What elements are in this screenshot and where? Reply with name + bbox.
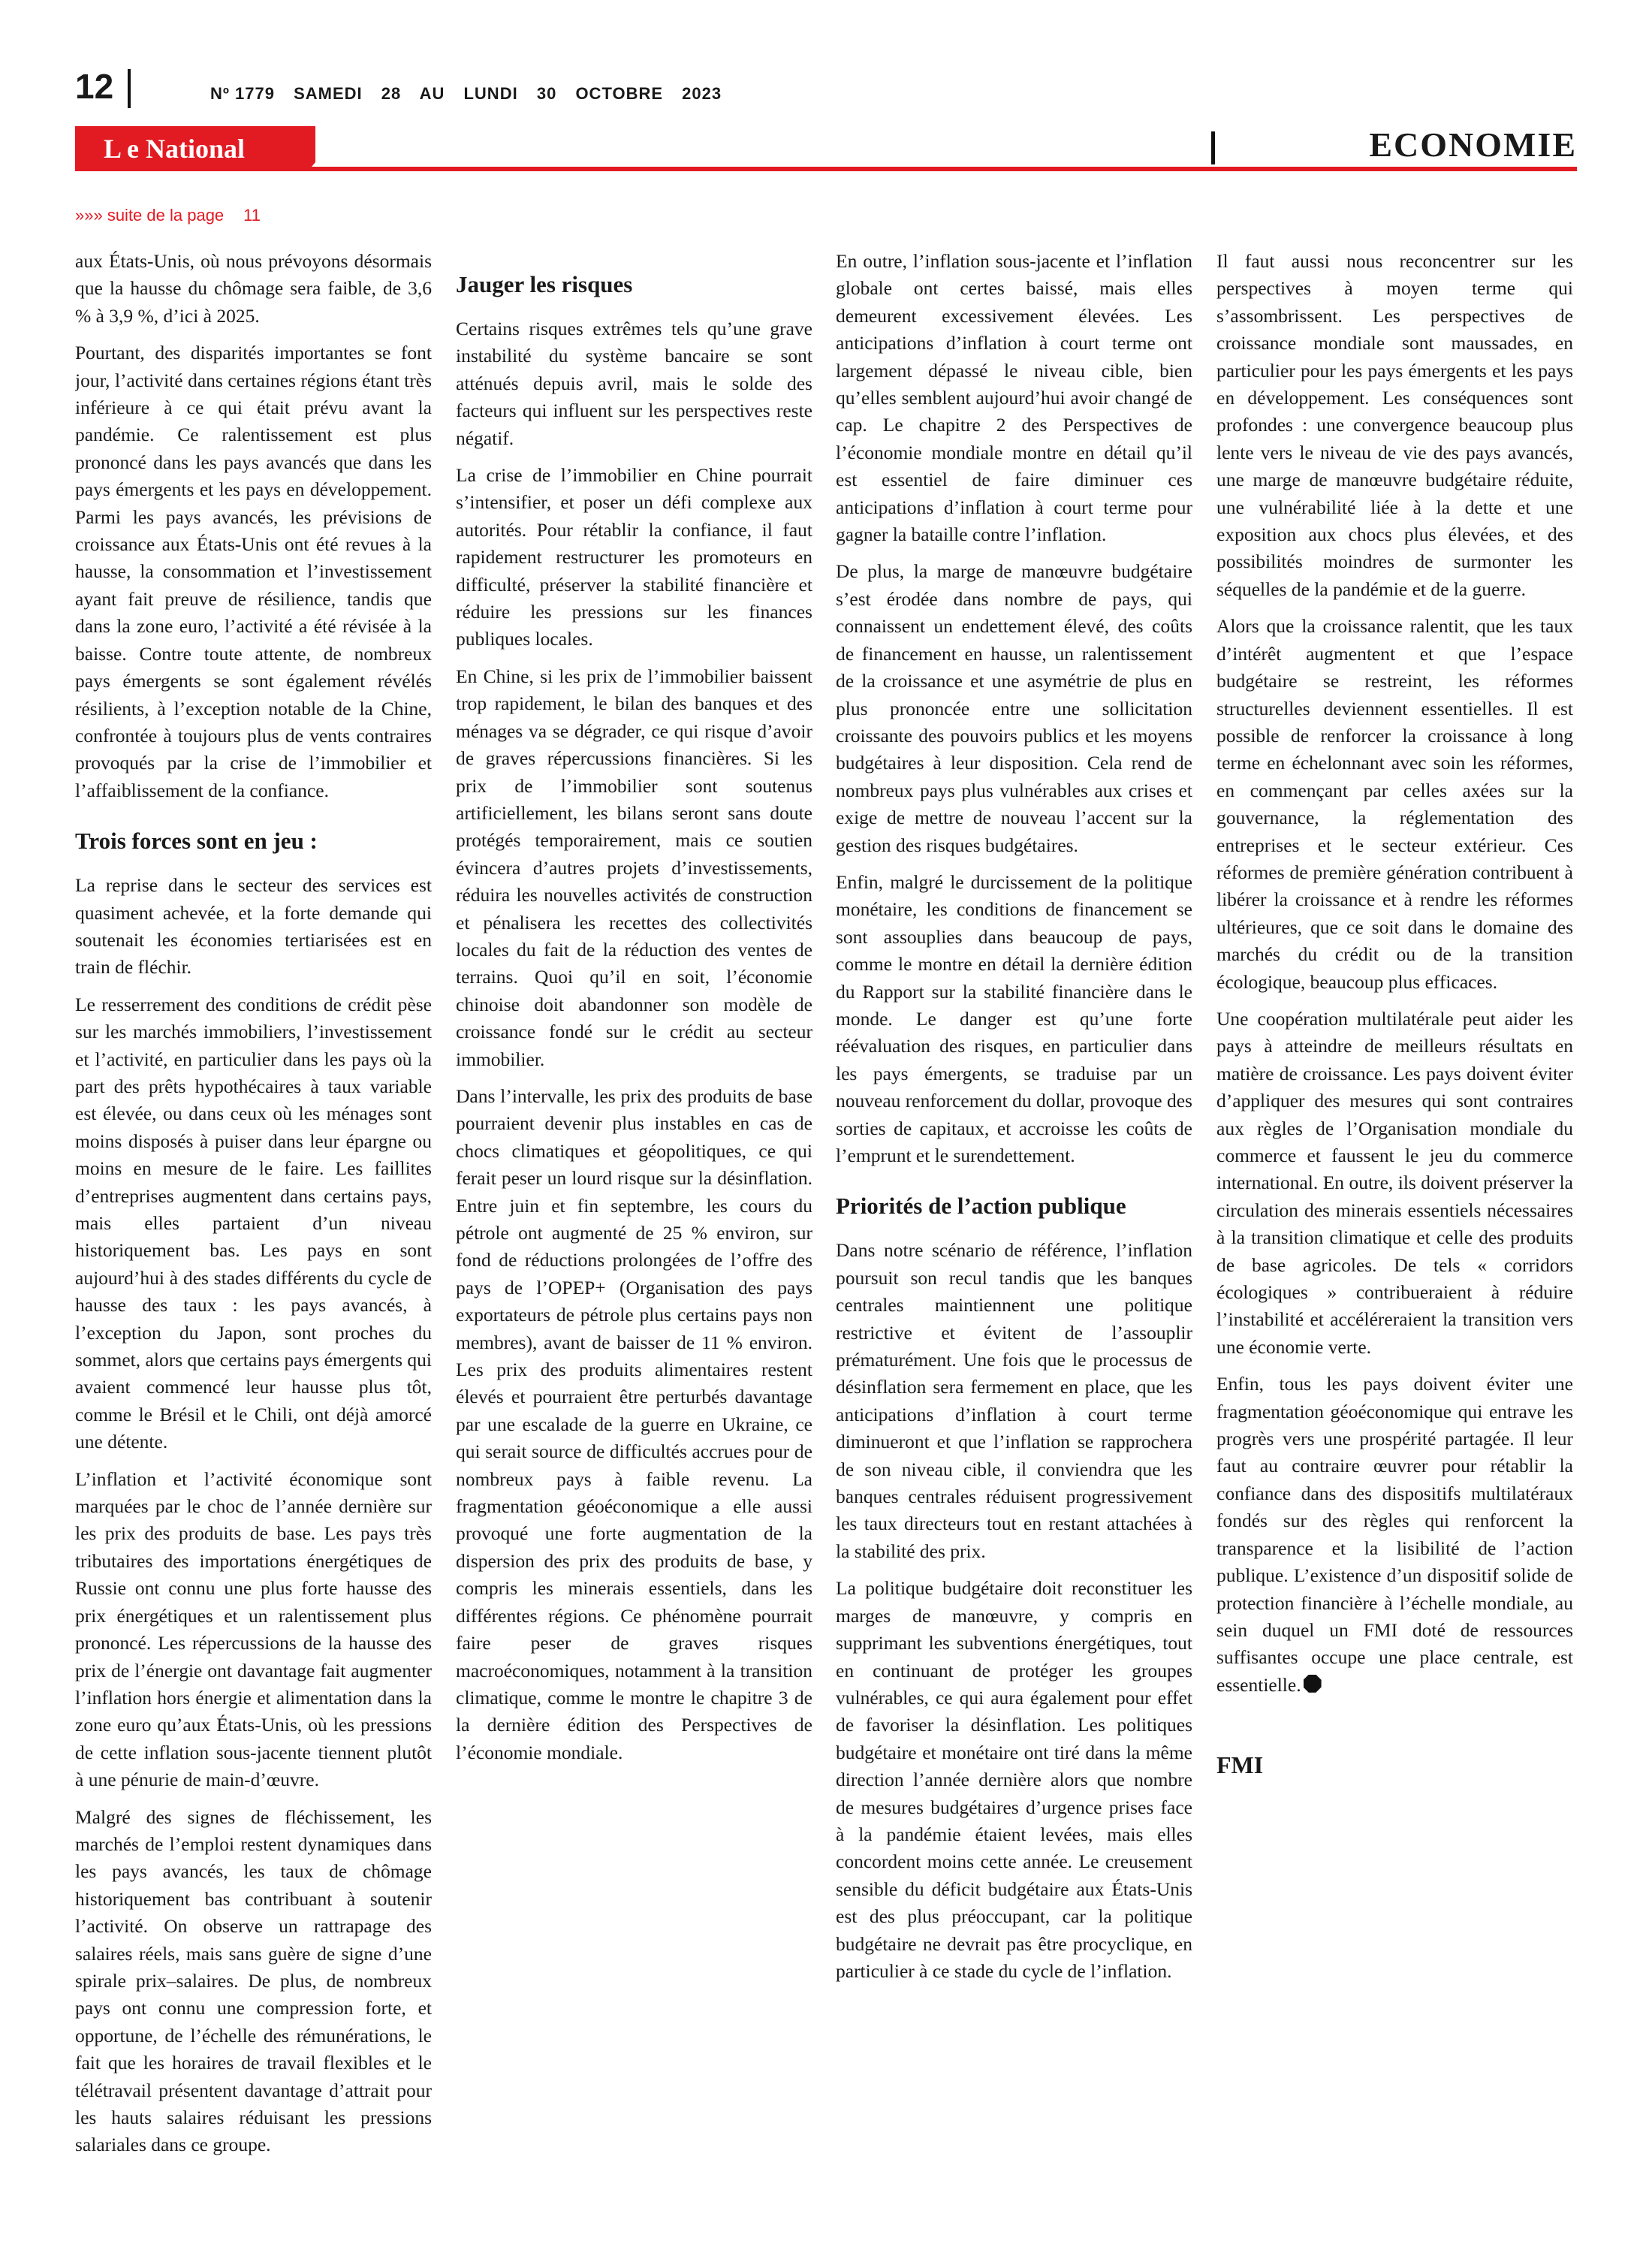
issue-month: OCTOBRE (575, 84, 664, 103)
header-rule (75, 167, 1577, 171)
issue-day-start: SAMEDI (294, 84, 363, 103)
section-title: ECONOMIE (1369, 125, 1577, 164)
final-text: Enfin, tous les pays doivent éviter une fragmentation géoéconomique qui entrave les progrès vers une prospérité partagée. Il leur faut au contraire œuvrer pour rétablir la confiance dans des dispositifs multilatéraux fondés sur des règles qui renforcent la transparence et la lisibilité de l’action publique. L’existence d’un dispositif solide de protection financière à l’échelle mondiale, au sein duquel un FMI doté de ressources suffisantes occupe une place centrale, est essentielle. (1216, 1373, 1573, 1696)
issue-day-end: LUNDI (463, 84, 518, 103)
author-signature: FMI (1216, 1751, 1264, 1779)
subheading: Jauger les risques (456, 271, 633, 297)
paragraph: Certains risques extrêmes tels qu’une grave instabilité du système bancaire se sont atténués depuis avril, mais le solde des facteurs qui influent sur les perspectives reste négatif. (456, 318, 812, 449)
paragraph: Dans l’intervalle, les prix des produits de base pourraient devenir plus instables en cas de chocs climatiques et géopolitiques, ce qui ferait peser un lourd risque sur la désinflation. Entre juin et fin septembre, les cours du pétrole ont augmenté de 25 % environ, sur fond de réductions prolongées de l’offre des pays de l’OPEP+ (Organisation des pays exportateurs de pétrole plus certains pays non membres), avant de baisser de 11 % environ. Les prix des produits alimentaires restent élevés et pourraient être perturbés davantage par une escalade de la guerre en Ukraine, ce qui serait source de difficultés accrues pour de nombreux pays à faible revenu. La fragmentation géoéconomique a elle aussi provoqué une forte augmentation de la dispersion des prix des produits de base, y compris les minerais essentiels, dans les différentes régions. Ce phénomène pourrait faire peser de graves risques macroéconomiques, notamment à la transition climatique, comme le montre le chapitre 3 de la dernière édition des Perspectives de l’économie mondiale. (456, 1084, 812, 1763)
paragraph: La crise de l’immobilier en Chine pourrait s’intensifier, et poser un défi complexe aux autorités. Pour rétablir la confiance, il faut rapidement restructurer les promoteurs en difficulté, préserver la stabilité financière et réduire les pressions sur les finances publiques locales. (456, 464, 812, 650)
paragraph: De plus, la marge de manœuvre budgétaire s’est érodée dans nombre de pays, qui connaissent un endettement élevé, des coûts de financement en hausse, un ralentissement de la croissance et une asymétrie de plus en plus prononcée entre une sollicitation croissante des pouvoirs publics et les moyens budgétaires à leur disposition. Cela rend de nombreux pays plus vulnérables aux crises et exige de mettre de nouveau l’accent sur la gestion des risques budgétaires. (836, 560, 1192, 856)
paragraph: Une coopération multilatérale peut aider les pays à atteindre de meilleurs résultats en matière de croissance. Les pays doivent éviter d’appliquer des mesures qui sont contraires aux règles de l’Organisation mondiale du commerce et faussent le jeu du commerce international. En outre, ils doivent préserver la circulation des minerais essentiels nécessaires à la transition climatique et celle des produits de base agricoles. De tels « corridors écologiques » contribueraient à réduire l’instabilité et accéléreraient la transition vers une économie verte. (1216, 1007, 1573, 1358)
end-of-article-icon (1304, 1675, 1322, 1693)
paragraph: aux États-Unis, où nous prévoyons désormais que la hausse du chômage sera faible, de 3,6 % à 3,9 %, d’ici à 2025. (75, 250, 432, 327)
paragraph: En outre, l’inflation sous-jacente et l’inflation globale ont certes baissé, mais elles demeurent excessivement élevées. Les anticipations d’inflation à court terme ont largement dépassé le niveau cible, bien qu’elles semblent aujourd’hui avoir changé de cap. Le chapitre 2 des Perspectives de l’économie mondiale montre en détail qu’il est essentiel de faire diminuer ces anticipations d’inflation à court terme pour gagner la bataille contre l’inflation. (836, 250, 1192, 546)
issue-date-start: 28 (381, 84, 402, 103)
paragraph: Enfin, malgré le durcissement de la politique monétaire, les conditions de financement se sont assouplies dans beaucoup de pays, comme le montre en détail la dernière édition du Rapport sur la stabilité financière dans le monde. Le danger est qu’une forte réévaluation des risques, en particulier dans les pays émergents, se traduise par un nouveau renforcement du dollar, provoque des sorties de capitaux, et accroisse les coûts de l’emprunt et le surendettement. (836, 870, 1192, 1166)
paragraph: Malgré des signes de fléchissement, les marchés de l’emploi restent dynamiques dans les pays avancés, les taux de chômage historiquement bas contribuant à soutenir l’activité. On observe un rattrapage des salaires réels, mais sans guère de signe d’une spirale prix–salaires. De plus, de nombreux pays ont connu une compression forte, et opportune, de l’échelle des rémunérations, le fait que les horaires de travail flexibles et le télétravail présentent davantage d’attrait pour les hauts salaires réduisant les pressions salariales dans ce groupe. (75, 1805, 432, 2156)
continued-from (75, 206, 261, 225)
page-number-divider (128, 69, 131, 108)
paragraph: En Chine, si les prix de l’immobilier baissent trop rapidement, le bilan des banques et des ménages va se dégrader, ce qui risque d’avoir de graves répercussions financières. Si les prix de l’immobilier sont soutenus artificiellement, les bilans seront sans doute protégés temporairement, mais ce soutien évincera d’autres projets d’investissements, réduira les nouvelles activités de construction et pénalisera les recettes des collectivités locales du fait de la réduction des ventes de terrains. Quoi qu’il en soit, l’économie chinoise doit abandonner son modèle de croissance fondé sur le crédit au secteur immobilier. (456, 665, 812, 1070)
column-3 (836, 248, 1192, 2230)
paragraph: L’inflation et l’activité économique sont marquées par le choc de l’année dernière sur les prix des produits de base. Les pays très tributaires des importations énergétiques de Russie ont connu une plus forte hausse des prix énergétiques et un ralentissement plus prononcé. Les répercussions de la hausse des prix de l’énergie ont davantage fait augmenter l’inflation hors énergie et alimentation dans la zone euro qu’aux États-Unis, où les pressions de cette inflation sous-jacente tiennent plutôt à une pénurie de main-d’œuvre. (75, 1467, 432, 1791)
paragraph: Pourtant, des disparités importantes se font jour, l’activité dans certaines régions étant très inférieure à ce qui était prévu avant la pandémie. Ce ralentissement est plus prononcé dans les pays avancés que dans les pays émergents et les pays en développement. Parmi les pays avancés, les prévisions de croissance aux États-Unis ont été revues à la hausse, la consommation et l’investissement ayant fait preuve de résilience, tandis que dans la zone euro, l’activité a été révisée à la baisse. Contre toute attente, de nombreux pays émergents se sont également révélés résilients, à l’exception notable de la Chine, confrontée à toujours plus de vents contraires provoqués par la crise de l’immobilier et l’affaiblissement de la confiance. (75, 342, 432, 801)
column-4 (1216, 248, 1573, 2230)
page-number: 12 (75, 67, 114, 106)
issue-au: AU (419, 84, 445, 103)
paragraph: La politique budgétaire doit reconstituer les marges de manœuvre, y compris en supprimant les subventions énergétiques, tout en continuant de protéger les groupes vulnérables, ce qui aura également pour effet de favoriser la désinflation. Les politiques budgétaire et monétaire ont tiré dans la même direction l’année dernière alors que nombre de mesures budgétaires d’urgence prises face à la pandémie étaient levées, mais elles concordent moins cette année. Le creusement sensible du déficit budgétaire aux États-Unis est des plus préoccupant, car la politique budgétaire ne devrait pas être procyclique, en particulier à ce stade du cycle de l’inflation. (836, 1577, 1192, 1982)
paragraph: La reprise dans le secteur des services est quasiment achevée, et la forte demande qui soutenait les économies tertiarisées est en train de fléchir. (75, 874, 432, 979)
continued-prefix: »»» suite de la page (75, 206, 225, 225)
issue-number: Nº 1779 (210, 84, 275, 103)
subheading: Trois forces sont en jeu : (75, 828, 318, 855)
column-1 (75, 248, 432, 2230)
paragraph: Il faut aussi nous reconcentrer sur les perspectives à moyen terme qui s’assombrissent. Les perspectives de croissance mondiale sont maussades, en particulier pour les pays émergents et les pays en développement. Les conséquences sont profondes : une convergence beaucoup plus lente vers le niveau de vie des pays avancés, une marge de manœuvre budgétaire réduite, une vulnérabilité liée à la dette et une exposition aux chocs plus élevées, et des possibilités moindres de surmonter les séquelles de la pandémie et de la guerre. (1216, 250, 1573, 600)
column-2 (456, 248, 812, 2230)
section-divider (1211, 131, 1215, 164)
continued-page: 11 (243, 206, 261, 225)
paragraph: Le resserrement des conditions de crédit pèse sur les marchés immobiliers, l’investissement et l’activité, en particulier dans les pays où la part des prêts hypothécaires à taux variable est élevée, ou dans ceux où les ménages sont moins disposés à puiser dans leur épargne ou moins en mesure de le faire. Les faillites d’entreprises augmentent dans certains pays, mais elles partaient d’un niveau historiquement bas. Les pays en sont aujourd’hui à des stades différents du cycle de hausse des taux : les pays avancés, à l’exception du Japon, sont proches du sommet, alors que certains pays émergents qui avaient commencé leur hausse plus tôt, comme le Brésil et le Chili, ont déjà amorcé une détente. (75, 993, 432, 1453)
issue-info (210, 84, 735, 104)
issue-year: 2023 (682, 84, 722, 103)
brand-name: L e National (104, 134, 246, 164)
subheading: Priorités de l’action publique (836, 1193, 1126, 1220)
paragraph-final (1216, 1371, 1573, 1699)
paragraph: Alors que la croissance ralentit, que les taux d’intérêt augmentent et que l’espace budgétaire se restreint, les réformes structurelles deviennent essentielles. Il est possible de renforcer la croissance à long terme en échelonnant avec soin les réformes, en commençant par celles axées sur la gouvernance, la réglementation des entreprises et le secteur extérieur. Ces réformes de première génération contribuent à libérer la croissance et à rendre les réformes ultérieures, que ce soit dans le domaine des marchés du crédit ou de la transition écologique, beaucoup plus efficaces. (1216, 615, 1573, 993)
issue-date-end: 30 (536, 84, 557, 103)
paragraph: Dans notre scénario de référence, l’inflation poursuit son recul tandis que les banques centrales maintiennent une politique restrictive et évitent de l’assouplir prématurément. Une fois que le processus de désinflation sera fermement en place, que les anticipations d’inflation à court terme diminueront et que l’inflation se rapprochera de son niveau cible, il conviendra que les banques centrales réduisent progressivement les taux directeurs tout en restant attachées à la stabilité des prix. (836, 1239, 1192, 1562)
